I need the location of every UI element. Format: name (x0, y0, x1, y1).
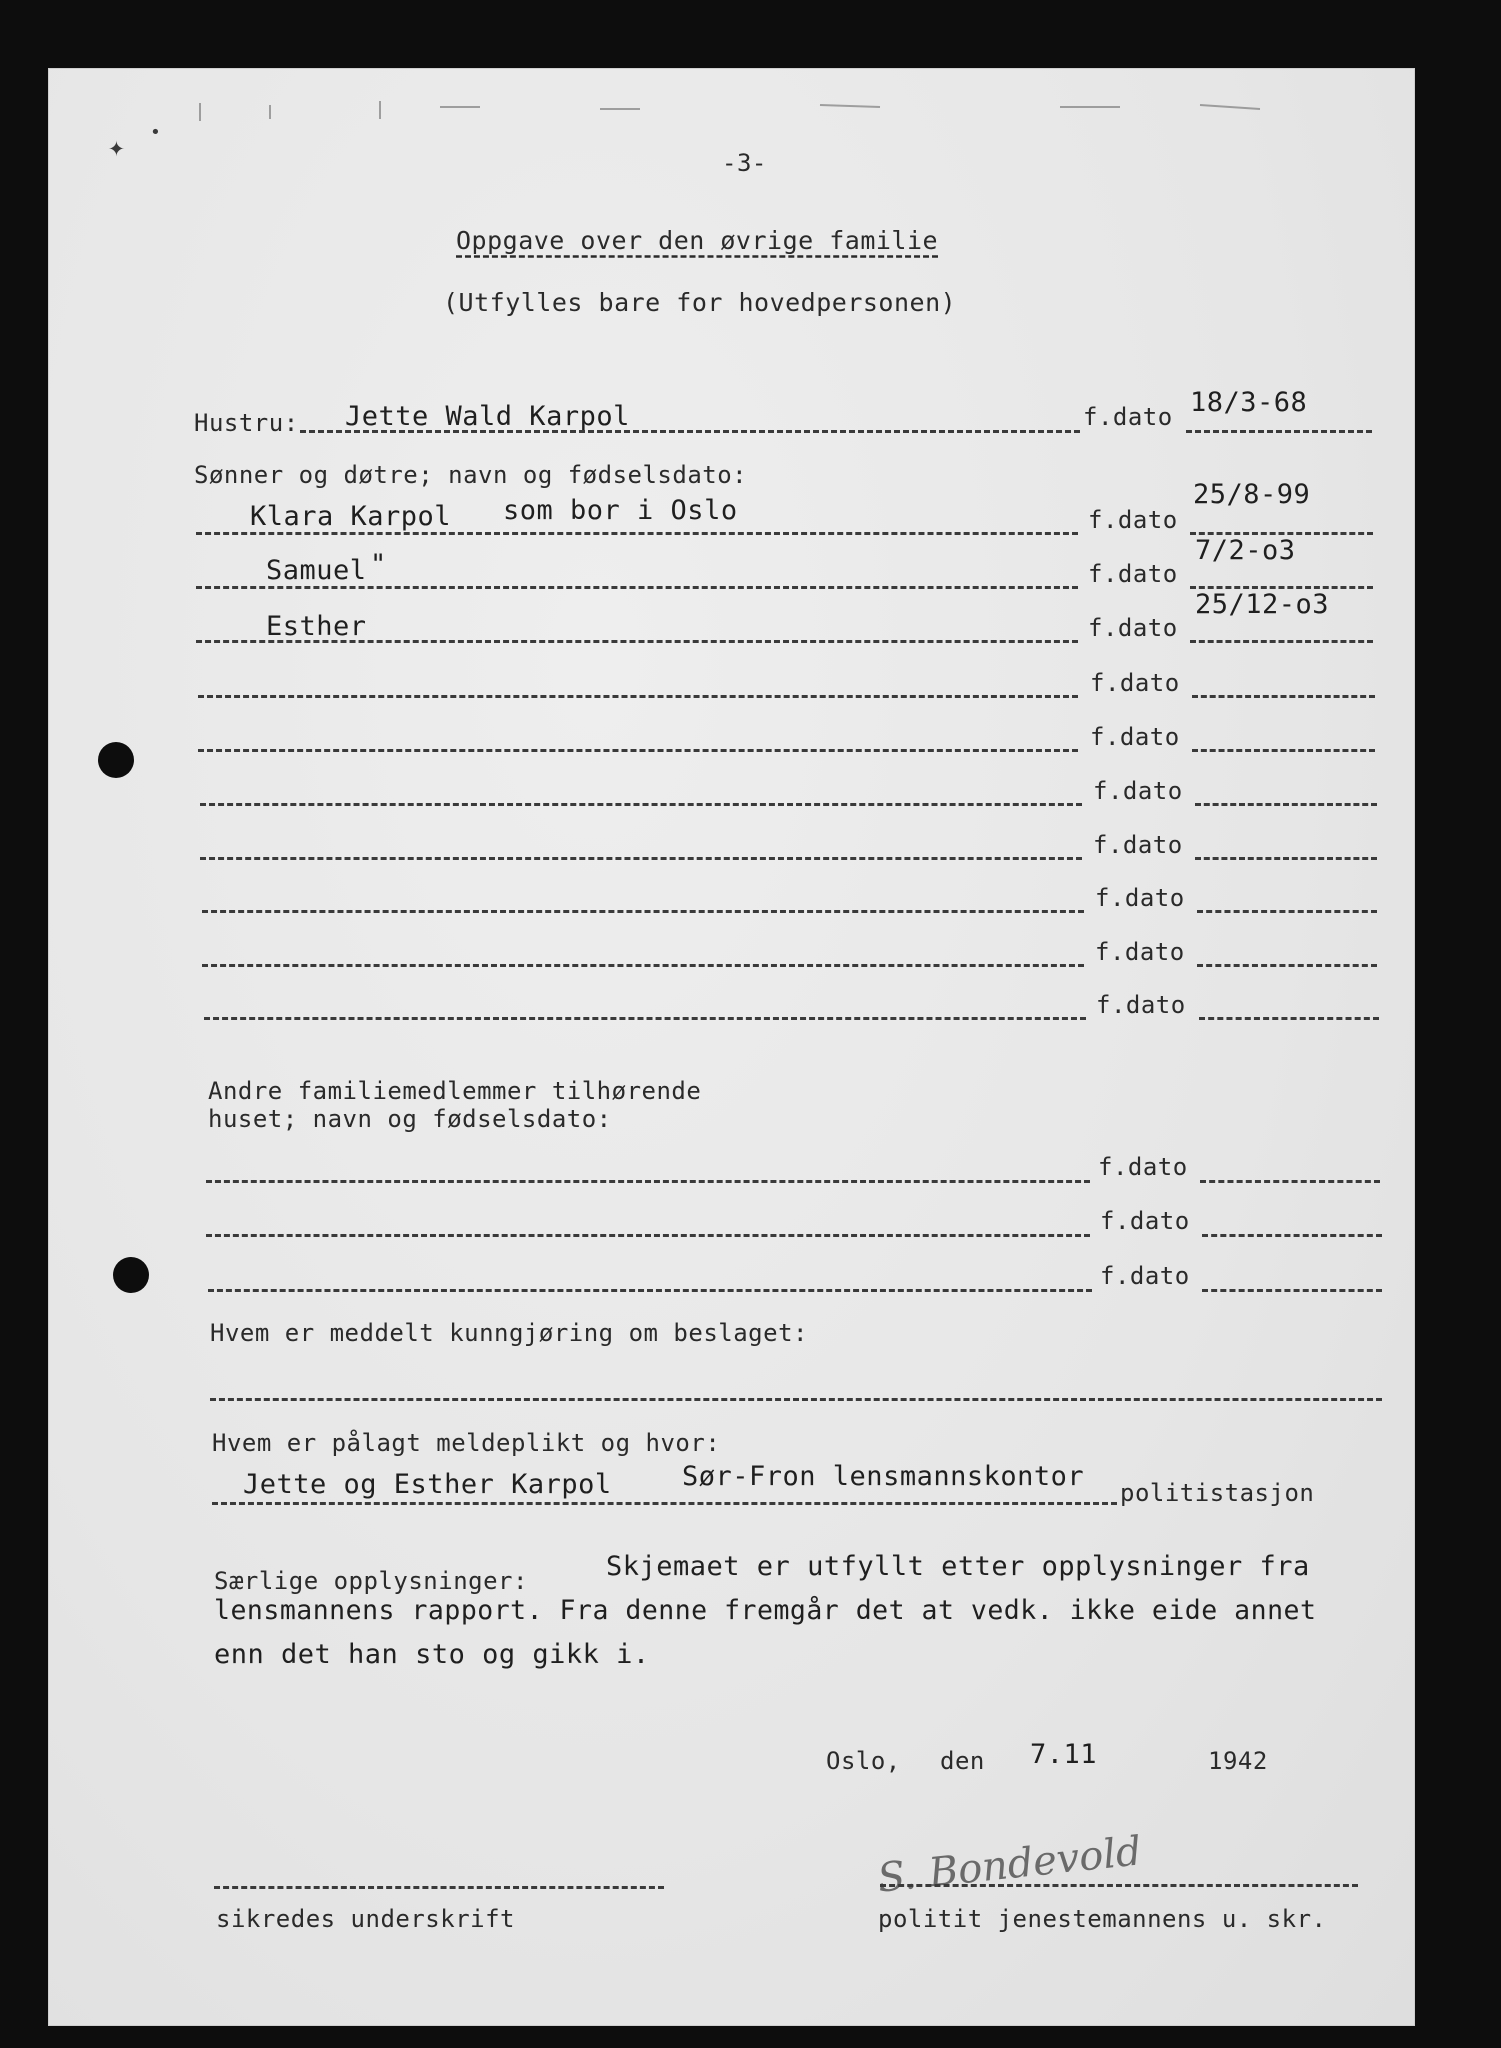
child-date-dash (1190, 586, 1373, 589)
child-date-label: f.dato (1090, 723, 1180, 751)
child-date-label: f.dato (1090, 669, 1180, 697)
form-subtitle: (Utfylles bare for hovedpersonen) (443, 288, 957, 317)
year: 1942 (1208, 1747, 1268, 1775)
others-label: huset; navn og fødselsdato: (208, 1105, 612, 1133)
ink-smudge: • (150, 122, 161, 143)
wife-label: Hustru: (194, 409, 299, 437)
child-date-label: f.dato (1088, 506, 1178, 534)
child-date-label: f.dato (1088, 614, 1178, 642)
sign-left-dash (214, 1886, 664, 1889)
report-label: Hvem er pålagt meldeplikt og hvor: (212, 1429, 721, 1457)
child-date-dash (1195, 857, 1377, 860)
child-date-dash (1197, 964, 1377, 967)
sign-right-label: politit jenestemannens u. skr. (878, 1905, 1327, 1933)
wife-date-dash (1186, 430, 1372, 433)
child-date: 7/2-o3 (1195, 535, 1296, 566)
child-date-dash (1190, 640, 1373, 643)
other-date-dash (1202, 1289, 1382, 1292)
form-title: Oppgave over den øvrige familie (456, 226, 939, 255)
child-date-dash (1197, 910, 1377, 913)
children-label: Sønner og døtre; navn og fødselsdato: (194, 461, 748, 489)
notified-label: Hvem er meddelt kunngjøring om beslaget: (210, 1319, 808, 1347)
report-suffix: politistasjon (1120, 1479, 1315, 1507)
sign-left-label: sikredes underskrift (216, 1905, 515, 1933)
others-label: Andre familiemedlemmer tilhørende (208, 1077, 702, 1105)
child-date-label: f.dato (1093, 777, 1183, 805)
ink-smudge: ✦ (108, 130, 125, 163)
child-row-dash (196, 532, 1078, 535)
child-date-dash (1192, 695, 1375, 698)
wife-name: Jette Wald Karpol (345, 401, 630, 432)
punch-hole-bottom (113, 1257, 149, 1293)
child-date-label: f.dato (1088, 560, 1178, 588)
notified-dash (210, 1398, 1382, 1401)
wife-date: 18/3-68 (1190, 387, 1308, 418)
child-date-label: f.dato (1093, 831, 1183, 859)
child-date-label: f.dato (1095, 938, 1185, 966)
child-date-dash (1190, 532, 1373, 535)
child-name: Klara Karpol (250, 501, 452, 532)
den-label: den (940, 1747, 985, 1775)
child-date: 25/12-o3 (1195, 589, 1330, 620)
page-number: -3- (722, 149, 767, 177)
document-page (48, 68, 1415, 2026)
sign-right-dash (880, 1884, 1358, 1887)
other-date-dash (1202, 1234, 1382, 1237)
other-date-label: f.dato (1098, 1153, 1188, 1181)
wife-dash-line (300, 430, 1080, 433)
report-person: Jette og Esther Karpol (243, 1469, 612, 1500)
child-row-dash (202, 964, 1084, 967)
other-date-dash (1200, 1180, 1380, 1183)
child-row-dash (200, 803, 1082, 806)
child-date-label: f.dato (1095, 884, 1185, 912)
child-row-dash (196, 586, 1078, 589)
special-line: enn det han sto og gikk i. (214, 1639, 650, 1670)
wife-date-label: f.dato (1083, 403, 1173, 431)
other-row-dash (206, 1180, 1090, 1183)
report-dash (212, 1502, 1117, 1505)
other-date-label: f.dato (1100, 1262, 1190, 1290)
report-place: Sør-Fron lensmannskontor (682, 1461, 1085, 1492)
other-row-dash (206, 1234, 1090, 1237)
child-name: Samuel (266, 555, 367, 586)
child-row-dash (204, 1017, 1086, 1020)
child-date: 25/8-99 (1193, 479, 1311, 510)
officer-signature: S. Bondevold (875, 1828, 1144, 1902)
child-date-dash (1195, 803, 1377, 806)
other-row-dash (208, 1289, 1092, 1292)
date: 7.11 (1030, 1739, 1098, 1770)
child-name: Esther (266, 611, 367, 642)
child-note: som bor i Oslo (503, 495, 738, 526)
special-line: lensmannens rapport. Fra denne fremgår det at vedk. ikke eide annet (214, 1595, 1317, 1626)
child-date-dash (1199, 1017, 1379, 1020)
other-date-label: f.dato (1100, 1207, 1190, 1235)
special-label: Særlige opplysninger: (214, 1567, 528, 1595)
place: Oslo, (826, 1747, 901, 1775)
special-line: Skjemaet er utfyllt etter opplysninger fra (606, 1551, 1310, 1582)
child-date-dash (1192, 749, 1375, 752)
child-date-label: f.dato (1096, 991, 1186, 1019)
child-row-dash (198, 749, 1078, 752)
child-row-dash (198, 695, 1078, 698)
child-row-dash (202, 910, 1084, 913)
punch-hole-top (98, 742, 134, 778)
child-row-dash (200, 857, 1082, 860)
child-note: " (370, 549, 387, 580)
child-row-dash (196, 640, 1078, 643)
header-noise (180, 95, 1290, 125)
